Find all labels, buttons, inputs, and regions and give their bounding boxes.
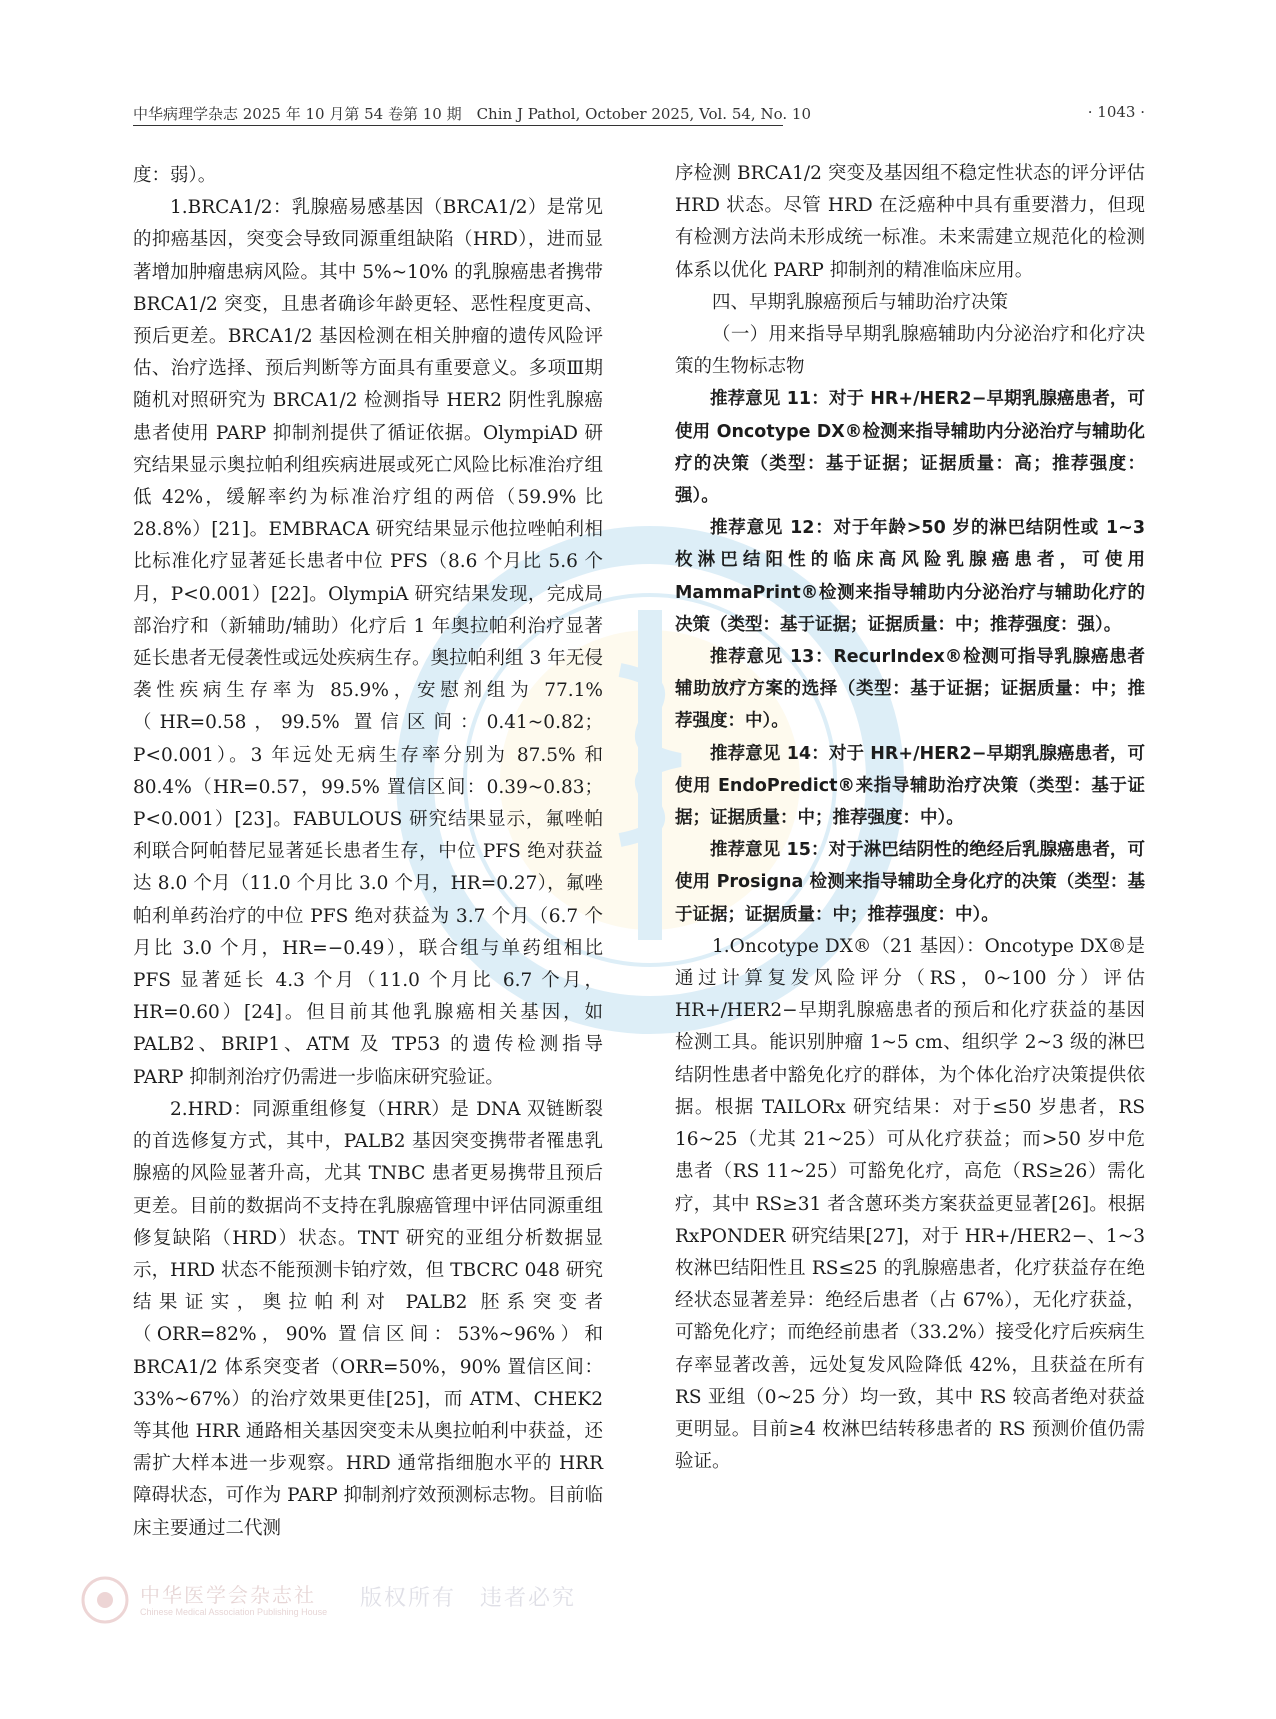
paragraph-oncotype: 1.Oncotype DX®（21 基因）：Oncotype DX®是通过计算复发风险评分（RS，0~100 分）评估 HR+/HER2−早期乳腺癌患者的预后和化疗获益的基因检测工具。能识别肿瘤 1~5 cm、组织学 2~3 级的淋巴结阴性患者中豁免化疗的群体，为个体化治疗决策提供依据。根据 TAILORx 研究结果：对于≤50 岁患者，RS 16~25（尤其 21~25）可从化疗获益；而>50 岁中危患者（RS 11~25）可豁免化疗，高危（RS≥26）需化疗，其中 RS≥31 者含蒽环类方案获益更显著[26]。根据 RxPONDER 研究结果[27]，对于 HR+/HER2−、1~3 枚淋巴结阳性且 RS≤25 的乳腺癌患者，化疗获益存在绝经状态显著差异：绝经后患者（占 67%），无化疗获益，可豁免化疗；而绝经前患者（33.2%）接受化疗后疾病生存率显著改善，远处复发风险降低 42%，且获益在所有 RS 亚组（0~25 分）均一致，其中 RS 较高者绝对获益更明显。目前≥4 枚淋巴结转移患者的 RS 预测价值仍需验证。 <box>675 935 1145 1473</box>
recommendation-11: 推荐意见 11：对于 HR+/HER2−早期乳腺癌患者，可使用 Oncotype DX®检测来指导辅助内分泌治疗与辅助化疗的决策（类型：基于证据；证据质量：高；推荐强度：强）。 <box>675 389 1145 507</box>
section-heading: 四、早期乳腺癌预后与辅助治疗决策 <box>712 291 1009 313</box>
copyright-slogan: 版权所有 违者必究 <box>360 1586 577 1611</box>
paragraph: 序检测 BRCA1/2 突变及基因组不稳定性状态的评分评估 HRD 状态。尽管 HRD 在泛癌种中具有重要潜力，但现有检测方法尚未形成统一标准。未来需建立规范化的检测体系以优化 PARP 抑制剂的精准临床应用。 <box>675 163 1145 281</box>
running-header <box>133 103 1145 127</box>
header-rule <box>133 125 783 126</box>
paragraph-brca: 1.BRCA1/2：乳腺癌易感基因（BRCA1/2）是常见的抑癌基因，突变会导致同源重组缺陷（HRD），进而显著增加肿瘤患病风险。其中 5%~10% 的乳腺癌患者携带 BRCA1/2 突变，且患者确诊年龄更轻、恶性程度更高、预后更差。BRCA1/2 基因检测在相关肿瘤的遗传风险评估、治疗选择、预后判断等方面具有重要意义。多项Ⅲ期随机对照研究为 BRCA1/2 检测指导 HER2 阴性乳腺癌患者使用 PARP 抑制剂提供了循证依据。OlympiAD 研究结果显示奥拉帕利组疾病进展或死亡风险比标准治疗组低 42%，缓解率约为标准治疗组的两倍（59.9% 比 28.8%）[21]。EMBRACA 研究结果显示他拉唑帕利相比标准化疗显著延长患者中位 PFS（8.6 个月比 5.6 个月，P<0.001）[22]。OlympiA 研究结果发现，完成局部治疗和（新辅助/辅助）化疗后 1 年奥拉帕利治疗显著延长患者无侵袭性或远处疾病生存。奥拉帕利组 3 年无侵袭性疾病生存率为 85.9%，安慰剂组为 77.1%（HR=0.58，99.5% 置信区间：0.41~0.82；P<0.001）。3 年远处无病生存率分别为 87.5% 和 80.4%（HR=0.57，99.5% 置信区间：0.39~0.83；P<0.001）[23]。FABULOUS 研究结果显示，氟唑帕利联合阿帕替尼显著延长患者生存，中位 PFS 绝对获益达 8.0 个月（11.0 个月比 3.0 个月，HR=0.27），氟唑帕利单药治疗的中位 PFS 绝对获益为 3.7 个月（6.7 个月比 3.0 个月，HR=−0.49），联合组与单药组相比 PFS 显著延长 4.3 个月（11.0 个月比 6.7 个月，HR=0.60）[24]。但目前其他乳腺癌相关基因，如 PALB2、BRIP1、ATM 及 TP53 的遗传检测指导 PARP 抑制剂治疗仍需进一步临床研究验证。 <box>133 197 603 1088</box>
subsection-heading: （一）用来指导早期乳腺癌辅助内分泌治疗和化疗决策的生物标志物 <box>675 324 1145 378</box>
publisher-name-en: Chinese Medical Association Publishing House <box>140 1607 328 1617</box>
journal-citation: 中华病理学杂志 2025 年 10 月第 54 卷第 10 期 Chin J Pathol, October 2025, Vol. 54, No. 10 <box>133 105 811 123</box>
recommendation-13: 推荐意见 13：RecurIndex®检测可指导乳腺癌患者辅助放疗方案的选择（类型：基于证据；证据质量：中；推荐强度：中）。 <box>675 647 1145 732</box>
left-column <box>133 160 603 1545</box>
page-number: · 1043 · <box>1087 103 1145 121</box>
paragraph: 度：弱）。 <box>133 165 217 186</box>
recommendation-14: 推荐意见 14：对于 HR+/HER2−早期乳腺癌患者，可使用 EndoPredict®来指导辅助治疗决策（类型：基于证据；证据质量：中；推荐强度：中）。 <box>675 743 1145 829</box>
flower-logo-icon <box>80 1575 130 1625</box>
publisher-footer-watermark <box>80 1575 600 1635</box>
recommendation-12: 推荐意见 12：对于年龄>50 岁的淋巴结阴性或 1~3 枚淋巴结阳性的临床高风险乳腺癌患者，可使用 MammaPrint®检测来指导辅助内分泌治疗与辅助化疗的决策（类型：基于证据；证据质量：中；推荐强度：强）。 <box>675 518 1145 635</box>
right-column <box>675 158 1145 1478</box>
paragraph-hrd: 2.HRD：同源重组修复（HRR）是 DNA 双链断裂的首选修复方式，其中，PALB2 基因突变携带者罹患乳腺癌的风险显著升高，尤其 TNBC 患者更易携带且预后更差。目前的数据尚不支持在乳腺癌管理中评估同源重组修复缺陷（HRD）状态。TNT 研究的亚组分析数据显示，HRD 状态不能预测卡铂疗效，但 TBCRC 048 研究结果证实，奥拉帕利对 PALB2 胚系突变者（ORR=82%，90% 置信区间：53%~96%）和 BRCA1/2 体系突变者（ORR=50%，90% 置信区间：33%~67%）的治疗效果更佳[25]，而 ATM、CHEK2 等其他 HRR 通路相关基因突变未从奥拉帕利中获益，还需扩大样本进一步观察。HRD 通常指细胞水平的 HRR 障碍状态，可作为 PARP 抑制剂疗效预测标志物。目前临床主要通过二代测 <box>133 1098 603 1539</box>
recommendation-15: 推荐意见 15：对于淋巴结阴性的绝经后乳腺癌患者，可使用 Prosigna 检测来指导辅助全身化疗的决策（类型：基于证据；证据质量：中；推荐强度：中）。 <box>675 840 1145 925</box>
publisher-name: 中华医学会杂志社 <box>140 1583 316 1607</box>
